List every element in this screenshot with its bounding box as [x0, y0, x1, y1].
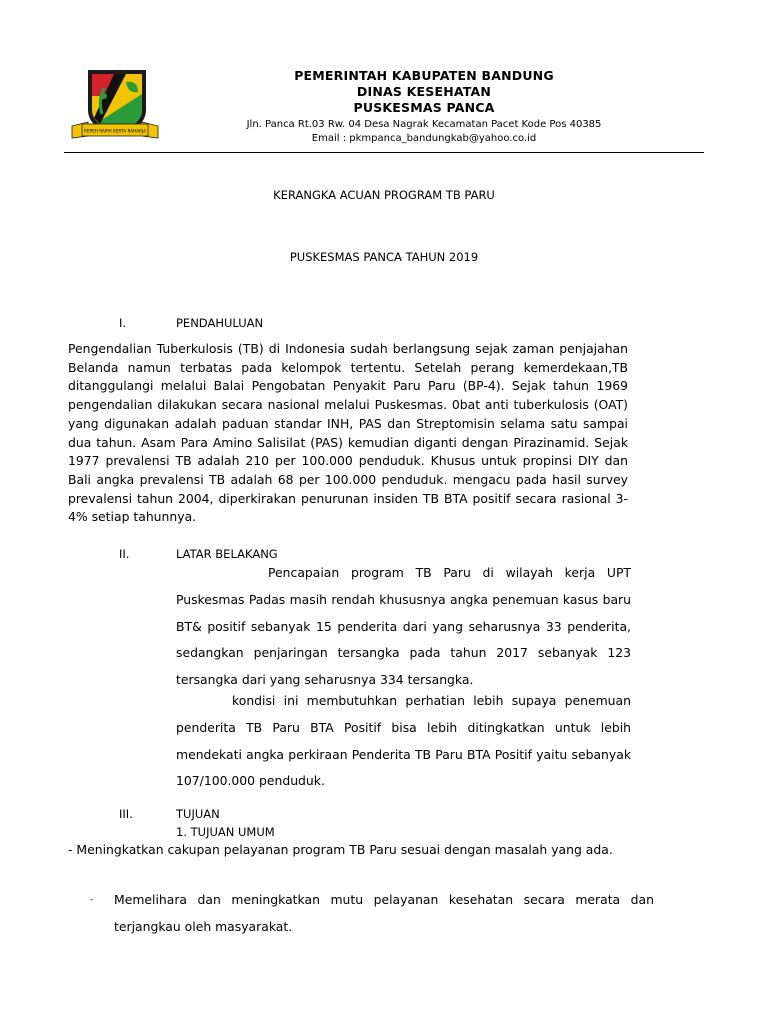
letterhead: [64, 62, 704, 148]
logo-motto: REPEH RAPIH KERTA RAHARJA: [83, 128, 147, 134]
header-line-2: DINAS KESEHATAN: [356, 84, 492, 99]
section-3-number: III.: [119, 807, 133, 821]
header-line-1: PEMERINTAH KABUPATEN BANDUNG: [294, 68, 554, 83]
letterhead-text: [214, 68, 634, 146]
header-email: Email : pkmpanca_bandungkab@yahoo.co.id: [311, 133, 537, 144]
section-3-item-1: - Meningkatkan cakupan pelayanan program TB Paru sesuai dengan masalah yang ada.: [68, 842, 613, 857]
header-address: Jln. Panca Rt.03 Rw. 04 Desa Nagrak Kecamatan Pacet Kode Pos 40385: [246, 119, 602, 130]
document-subtitle: PUSKESMAS PANCA TAHUN 2019: [289, 250, 479, 264]
section-2-title: LATAR BELAKANG: [176, 547, 278, 561]
section-3-subtitle: 1. TUJUAN UMUM: [176, 825, 275, 839]
section-1-number: I.: [119, 316, 127, 330]
section-3-item-2: Memelihara dan meningkatkan mutu pelayanan kesehatan secara merata dan terjangkau oleh masyarakat.: [114, 892, 654, 934]
document-title: KERANGKA ACUAN PROGRAM TB PARU: [273, 188, 495, 202]
section-3-bullet: -: [90, 895, 94, 905]
header-divider: [64, 152, 704, 153]
header-line-3: PUSKESMAS PANCA: [353, 100, 495, 115]
section-2-paragraph-2: kondisi ini membutuhkan perhatian lebih supaya penemuan penderita TB Paru BTA Positif bisa lebih ditingkatkan untuk lebih mendekati angka perkiraan Penderita TB Paru BTA Positif yaitu sebanyak 107/100.000 penduduk.: [176, 693, 631, 789]
section-1-title: PENDAHULUAN: [176, 316, 264, 330]
section-1-paragraph: Pengendalian Tuberkulosis (TB) di Indonesia sudah berlangsung sejak zaman penjajahan Belanda namun terbatas pada kelompok tertentu. Setelah perang kemerdekaan,TB ditanggulangi melalui Balai Pengobatan Penyakit Paru Paru (BP-4). Sejak tahun 1969 pengendalian dilakukan secara nasional melalui Puskesmas. 0bat anti tuberkulosis (OAT) yang digunakan adalah paduan standar INH, PAS dan Streptomisin selama satu sampai dua tahun. Asam Para Amino Salisilat (PAS) kemudian diganti dengan Pirazinamid. Sejak 1977 prevalensi TB adalah 210 per 100.000 penduduk. Khusus untuk propinsi DIY dan Bali angka prevalensi TB adalah 68 per 100.000 penduduk. mengacu pada hasil survey prevalensi tahun 2004, diperkirakan penurunan insiden TB BTA positif secara rasional 3-4% setiap tahunnya.: [68, 341, 628, 525]
section-2-paragraph-1: Pencapaian program TB Paru di wilayah kerja UPT Puskesmas Padas masih rendah khususnya angka penemuan kasus baru BT& positif sebanyak 15 penderita dari yang seharusnya 33 penderita, sedangkan penjaringan tersangka pada tahun 2017 sebanyak 123 tersangka dari yang seharusnya 334 tersangka.: [176, 565, 631, 688]
section-3-title: TUJUAN: [176, 807, 220, 821]
section-2-number: II.: [119, 547, 130, 561]
kabupaten-bandung-emblem-icon: [68, 66, 162, 144]
